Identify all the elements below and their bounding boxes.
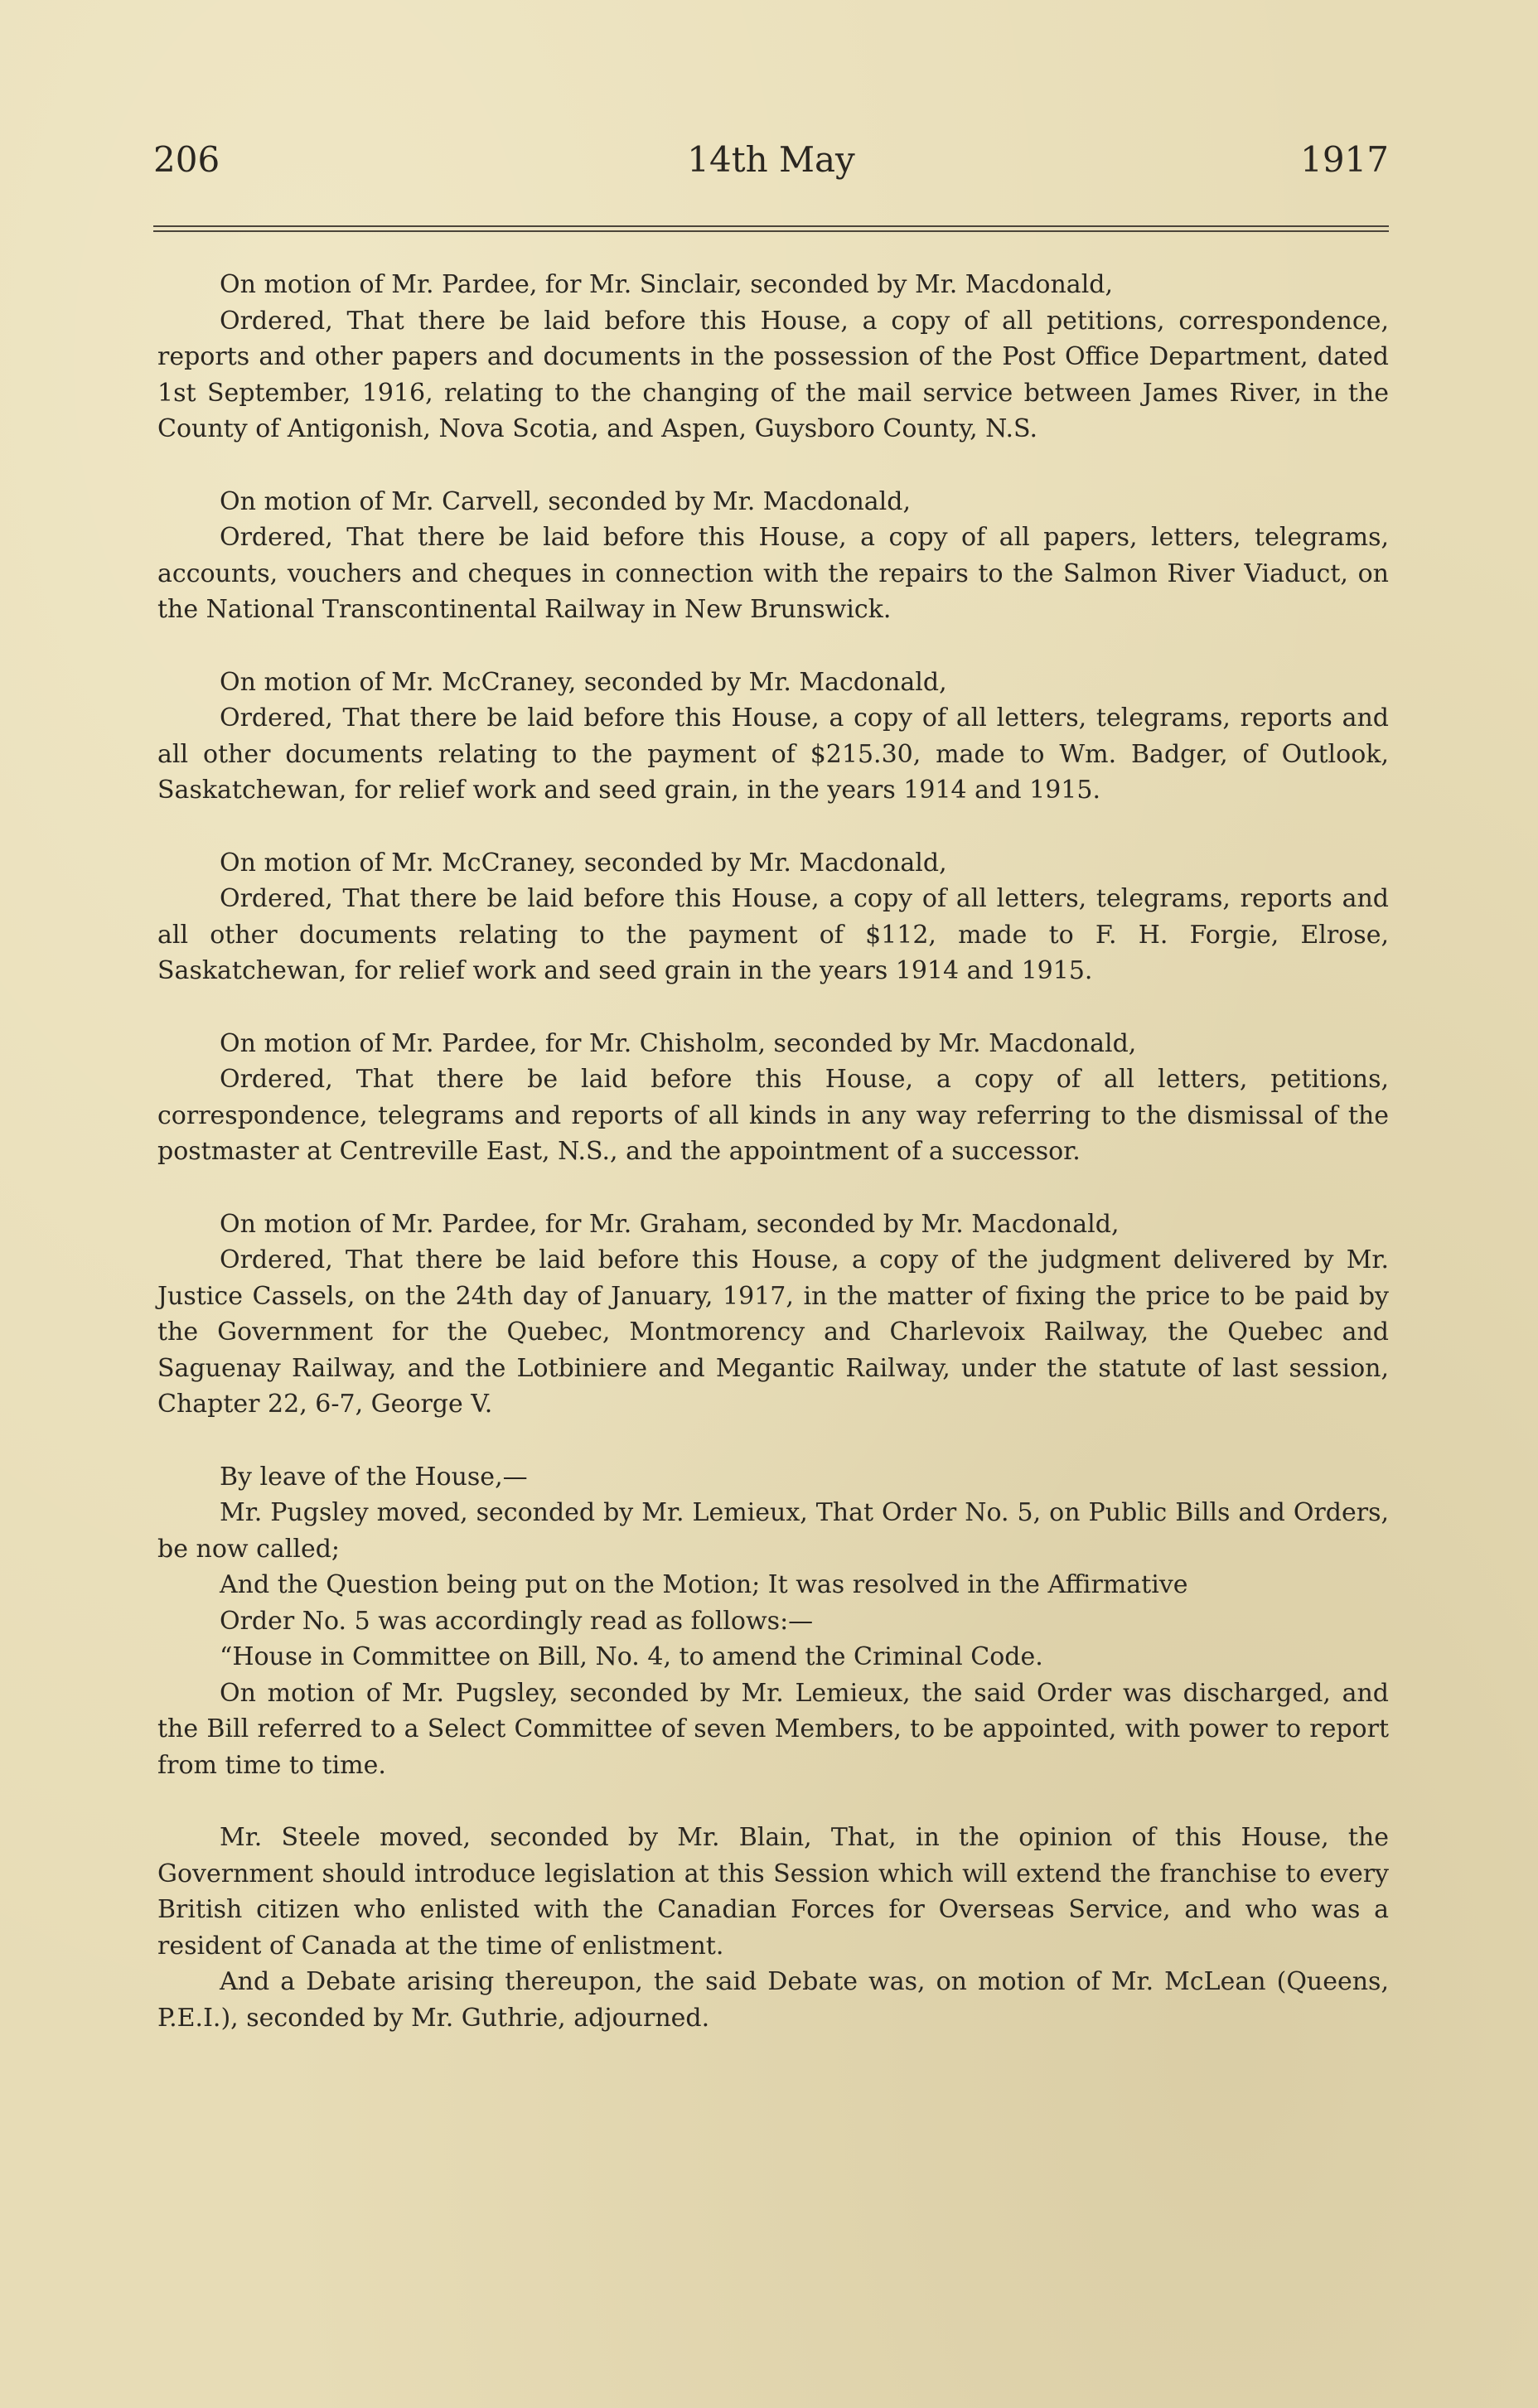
journal-body [157, 267, 1389, 2036]
page-header [153, 139, 1389, 197]
question-resolved: And the Question being put on the Motion; It was resolved in the Affirmative [220, 1570, 1188, 1599]
motion-entry-5 [157, 1026, 1389, 1170]
order-text: Ordered, That there be laid before this House, a copy of all petitions, correspondence, reports and other papers and documents in the possession of the Post Office Department, dated 1st September, 1916, relating to the changing of the mail service between James River, in the County of Antigonish, Nova Scotia, and Aspen, Guysboro County, N.S. [157, 306, 1389, 443]
order-text: Ordered, That there be laid before this House, a copy of all letters, telegrams, reports and all other documents relating to the payment of $112, made to F. H. Forgie, Elrose, Saskatchewan, for relief work and seed grain in the years 1914 and 1915. [157, 884, 1389, 985]
motion-entry-4 [157, 845, 1389, 989]
page-date: 14th May [687, 139, 855, 180]
motion-line: On motion of Mr. McCraney, seconded by Mr. Macdonald, [220, 667, 947, 697]
motion-line: On motion of Mr. Pardee, for Mr. Chisholm, seconded by Mr. Macdonald, [220, 1028, 1137, 1058]
motion-line: On motion of Mr. Pardee, for Mr. Sinclair, seconded by Mr. Macdonald, [220, 270, 1114, 299]
motion-line: On motion of Mr. Pardee, for Mr. Graham, seconded by Mr. Macdonald, [220, 1209, 1120, 1239]
page-year: 1917 [1300, 139, 1389, 180]
leave-intro: By leave of the House,— [220, 1462, 528, 1492]
debate-adjourned: And a Debate arising thereupon, the said Debate was, on motion of Mr. McLean (Queens, P.E.I.), seconded by Mr. Guthrie, adjourned. [157, 1967, 1389, 2033]
motion-line: On motion of Mr. McCraney, seconded by Mr. Macdonald, [220, 848, 947, 878]
motion-entry-6 [157, 1206, 1389, 1423]
steele-motion-section [157, 1820, 1389, 2036]
order-read: Order No. 5 was accordingly read as follows:— [220, 1606, 814, 1636]
page-number: 206 [153, 139, 220, 180]
motion-entry-1 [157, 267, 1389, 447]
order-quote: “House in Committee on Bill, No. 4, to amend the Criminal Code. [220, 1642, 1043, 1671]
order-text: Ordered, That there be laid before this House, a copy of all letters, petitions, correspondence, telegrams and reports of all kinds in any way referring to the dismissal of the postmaster at Centreville East, N.S., and the appointment of a successor. [157, 1065, 1389, 1166]
order-text: Ordered, That there be laid before this House, a copy of all letters, telegrams, reports and all other documents relating to the payment of $215.30, made to Wm. Badger, of Outlook, Saskatchewan, for relief work and seed grain, in the years 1914 and 1915. [157, 704, 1389, 805]
order-text: Ordered, That there be laid before this House, a copy of all papers, letters, telegrams, accounts, vouchers and cheques in connection with the repairs to the Salmon River Viaduct, on the National Transcontinental Railway in New Brunswick. [157, 523, 1389, 624]
order-text: Ordered, That there be laid before this House, a copy of the judgment delivered by Mr. Justice Cassels, on the 24th day of January, 1917, in the matter of fixing the price to be paid by the Government for the Quebec, Montmorency and Charlevoix Railway, the Quebec and Saguenay Railway, and the Lotbiniere and Megantic Railway, under the statute of last session, Chapter 22, 6-7, George V. [157, 1245, 1389, 1419]
header-double-rule [153, 225, 1389, 232]
leave-of-house-section [157, 1459, 1389, 1784]
motion-entry-3 [157, 665, 1389, 809]
steele-motion: Mr. Steele moved, seconded by Mr. Blain, That, in the opinion of this House, the Government should introduce legislation at this Session which will extend the franchise to every British citizen who enlisted with the Canadian Forces for Overseas Service, and who was a resident of Canada at the time of enlistment. [157, 1823, 1389, 1961]
pugsley-motion: Mr. Pugsley moved, seconded by Mr. Lemieux, That Order No. 5, on Public Bills and Orders, be now called; [157, 1498, 1389, 1564]
motion-entry-2 [157, 484, 1389, 628]
motion-line: On motion of Mr. Carvell, seconded by Mr. Macdonald, [220, 486, 911, 516]
order-discharged: On motion of Mr. Pugsley, seconded by Mr. Lemieux, the said Order was discharged, and the Bill referred to a Select Committee of seven Members, to be appointed, with power to report from time to time. [157, 1678, 1389, 1780]
